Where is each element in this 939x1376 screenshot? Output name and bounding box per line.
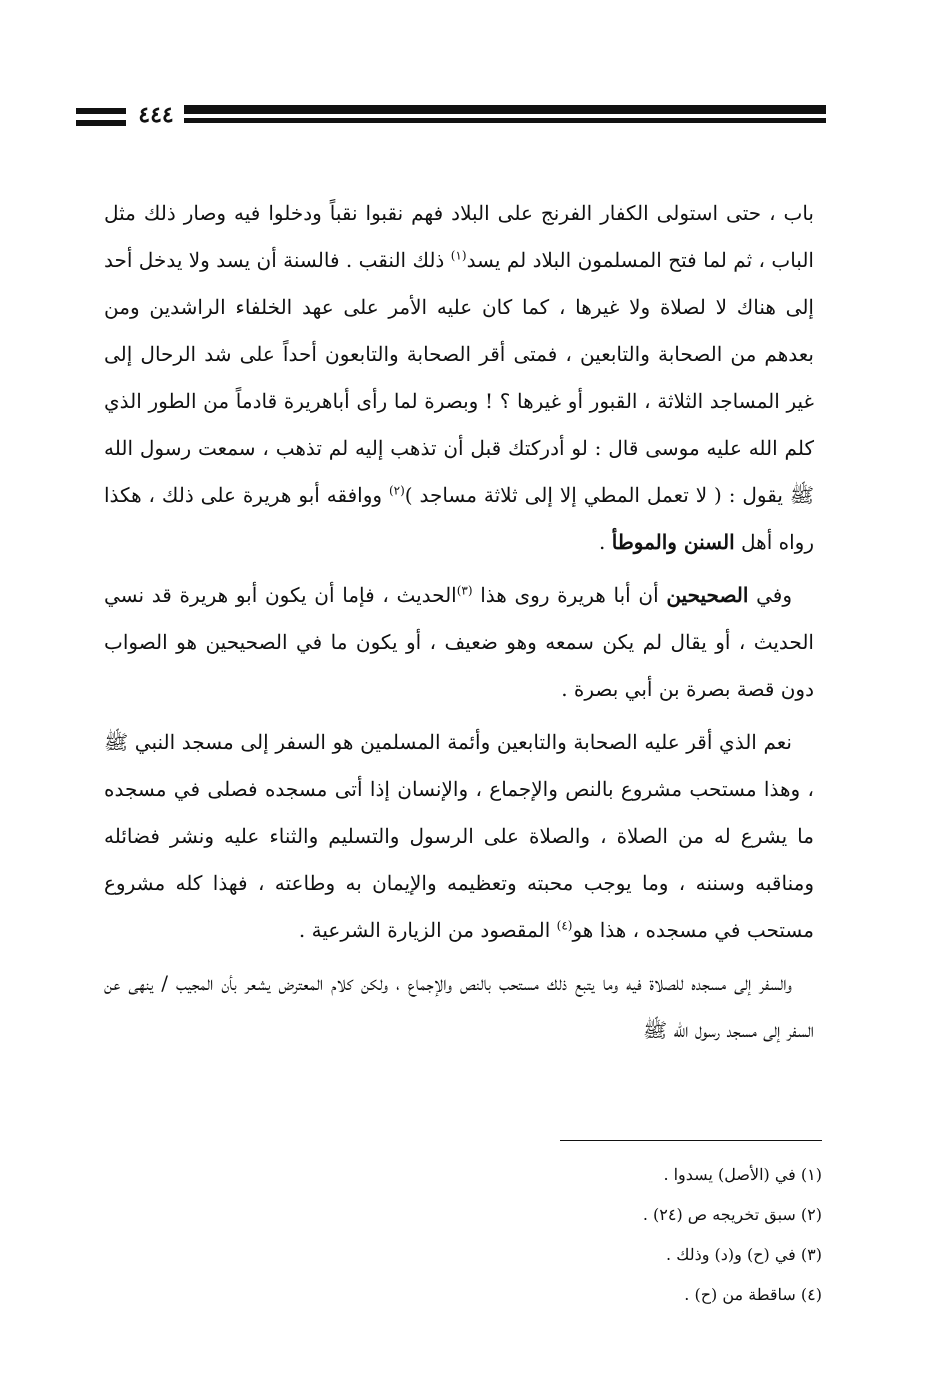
text: وفي: [748, 583, 793, 607]
bold-reference: السنن والموطأ: [611, 530, 735, 554]
text: .: [599, 530, 612, 554]
footnote-ref-3: (٣): [456, 583, 473, 598]
paragraph-3: [104, 719, 814, 954]
footnote-3: (٣) في (ح) و(د) وذلك .: [666, 1245, 822, 1264]
text: الحديث ، فإما أن يكون أبو هريرة قد نسي الحديث ، أو يقال لم يكن سمعه وهو ضعيف ، أو يكون ما في الصحيحين هو الصواب دون قصة بصرة بن أبي بصرة .: [104, 583, 814, 701]
footnote-4: (٤) ساقطة من (ح) .: [684, 1285, 822, 1304]
footnote-2: (٢) سبق تخريجه ص (٢٤) .: [642, 1205, 822, 1224]
footnote-ref-2: (٢): [388, 483, 405, 498]
footnote-ref-1: (١): [450, 248, 467, 263]
paragraph-4: [104, 960, 814, 1054]
footnote-separator: [560, 1140, 822, 1141]
text: المقصود من الزيارة الشرعية .: [298, 918, 557, 942]
text: نعم الذي أقر عليه الصحابة والتابعين وأئمة المسلمين هو السفر إلى مسجد النبي ﷺ ، وهذا مستحب مشروع بالنص والإجماع ، والإنسان إذا أتى مسجده فصلى في مسجده ما يشرع له من الصلاة ، والصلاة على الرسول والتسليم والثناء عليه ونشر فضائله ومناقبه وسننه ، وما يوجب محبته وتعظيمه والإيمان به وطاعته ، فهذا كله مشروع مستحب في مسجده ، هذا هو: [104, 730, 814, 942]
text: باب ، حتى استولى الكفار الفرنج على البلاد فهم نقبوا نقباً ودخلوا فيه وصار ذلك مثل الباب ، ثم لما فتح المسلمون البلاد لم يسد: [104, 201, 814, 272]
footnote-1: (١) في (الأصل) يسدوا .: [663, 1165, 822, 1184]
text: ووافقه أبو هريرة على ذلك ، هكذا رواه أهل: [104, 483, 814, 554]
header-rule-left-top: [76, 108, 126, 114]
text: أن أبا هريرة روى هذا: [472, 583, 667, 607]
text: والسفر إلى مسجده للصلاة فيه وما يتبع ذلك مستحب بالنص والإجماع ، ولكن كلام المعترض يشعر بأن المجيب / ينهى عن السفر إلى مسجد رسول الله ﷺ: [104, 971, 814, 1042]
header-rule-right-thin: [184, 118, 826, 123]
header-rule-left-bottom: [76, 120, 126, 126]
footnotes: [450, 1155, 822, 1315]
footnote-ref-4: (٤): [556, 918, 573, 933]
body-text: [104, 190, 814, 1054]
bold-reference: الصحيحين: [666, 583, 749, 607]
header-rule-right-thick: [184, 105, 826, 114]
text: ذلك النقب . فالسنة أن يسد ولا يدخل أحد إلى هناك لا لصلاة ولا غيرها ، كما كان عليه الأمر على عهد الخلفاء الراشدين ومن بعدهم من الصحابة والتابعين ، فمتى أقر الصحابة والتابعون أحداً على شد الرحال إلى غير المساجد الثلاثة ، القبور أو غيرها ؟ ! وبصرة لما رأى أباهريرة قادماً من الطور الذي كلم الله عليه موسى قال : لو أدركتك قبل أن تذهب إليه لم تذهب ، سمعت رسول الله ﷺ يقول : ( لا تعمل المطي إلا إلى ثلاثة مساجد ): [104, 248, 815, 507]
page-number: ٤٤٤: [138, 102, 174, 128]
paragraph-2: [104, 572, 814, 713]
paragraph-1: [104, 190, 814, 566]
